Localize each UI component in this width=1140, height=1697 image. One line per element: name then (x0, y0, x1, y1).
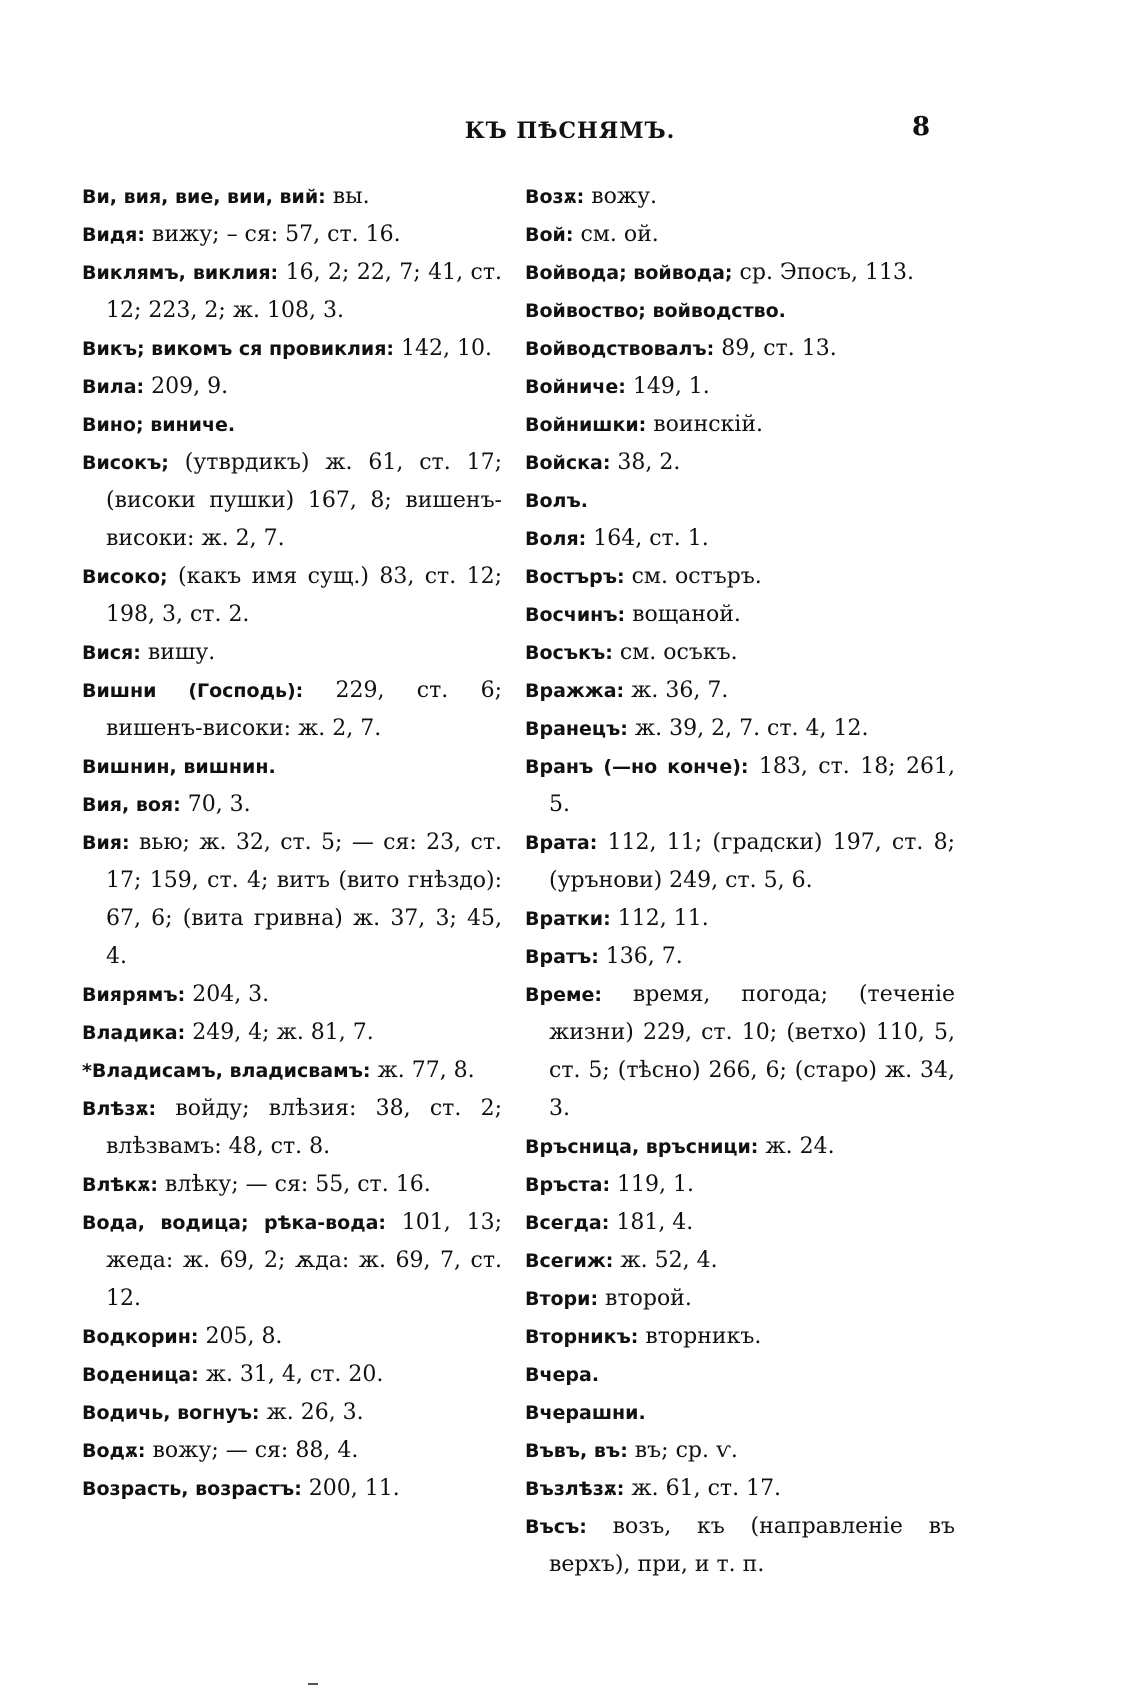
entry-headword: Войвода; войвода; (525, 262, 733, 284)
stray-mark (308, 1683, 318, 1685)
entry-definition: вишу. (140, 640, 216, 665)
dictionary-entry (82, 254, 502, 330)
entry-definition: вижу; – ся: 57, ст. 16. (144, 222, 401, 247)
dictionary-entry (525, 1280, 955, 1318)
entry-definition: 183, ст. 18; 261, 5. (549, 754, 955, 817)
dictionary-entry (82, 1166, 502, 1204)
entry-definition: 142, 10. (394, 336, 492, 361)
entry-definition: 164, ст. 1. (586, 526, 709, 551)
entry-definition: ж. 52, 4. (613, 1248, 718, 1273)
entry-headword: Вчера. (525, 1364, 600, 1386)
dictionary-entry (525, 1470, 955, 1508)
dictionary-entry (525, 406, 955, 444)
entry-definition: ж. 39, 2, 7. ст. 4, 12. (627, 716, 869, 741)
entry-headword: Воденица: (82, 1364, 199, 1386)
entry-headword: Вода, водица; рѣка-вода: (82, 1212, 387, 1234)
entry-definition: ж. 36, 7. (624, 678, 729, 703)
dictionary-entry (525, 1508, 955, 1584)
entry-headword: Въсъ: (525, 1516, 587, 1538)
entry-definition: 112, 11. (610, 906, 709, 931)
entry-definition: время, погода; (теченіе жизни) 229, ст. 10; (ветхо) 110, 5, ст. 5; (тѣсно) 266, 6; (старо) ж. 34, 3. (549, 982, 955, 1121)
entry-definition: вы. (325, 184, 370, 209)
entry-headword: Воля: (525, 528, 587, 550)
dictionary-entry (82, 976, 502, 1014)
left-column (82, 178, 502, 1508)
dictionary-entry (82, 216, 502, 254)
entry-definition: 38, 2. (610, 450, 681, 475)
entry-headword: Волъ. (525, 490, 588, 512)
entry-headword: Войниче: (525, 376, 626, 398)
entry-definition: 16, 2; 22, 7; 41, ст. 12; 223, 2; ж. 108, 3. (106, 260, 502, 323)
entry-headword: Всегда: (525, 1212, 610, 1234)
entry-headword: Видя: (82, 224, 145, 246)
entry-headword: Владика: (82, 1022, 186, 1044)
entry-headword: Вия, воя: (82, 794, 181, 816)
entry-headword: Вия: (82, 832, 130, 854)
dictionary-entry (525, 634, 955, 672)
entry-headword: Вишнин, вишнин. (82, 756, 276, 778)
entry-definition: 149, 1. (625, 374, 710, 399)
entry-headword: Втори: (525, 1288, 599, 1310)
entry-headword: Влѣкѫ: (82, 1174, 158, 1196)
entry-definition: см. остъръ. (624, 564, 762, 589)
entry-headword: Високъ; (82, 452, 169, 474)
dictionary-entry (82, 1394, 502, 1432)
dictionary-entry (525, 672, 955, 710)
entry-definition: (какъ имя сущ.) 83, ст. 12; 198, 3, ст. 2. (106, 564, 502, 627)
entry-definition: 204, 3. (185, 982, 270, 1007)
entry-headword: Вой: (525, 224, 574, 246)
entry-definition: 70, 3. (180, 792, 251, 817)
entry-headword: Возѫ: (525, 186, 585, 208)
dictionary-entry (82, 1432, 502, 1470)
dictionary-entry (525, 558, 955, 596)
entry-headword: Вторникъ: (525, 1326, 639, 1348)
dictionary-entry (82, 444, 502, 558)
dictionary-entry (82, 824, 502, 976)
dictionary-entry (525, 938, 955, 976)
entry-definition: ж. 26, 3. (259, 1400, 364, 1425)
entry-headword: Вражжа: (525, 680, 625, 702)
dictionary-entry (525, 330, 955, 368)
entry-definition: 136, 7. (598, 944, 683, 969)
entry-headword: Ви, вия, вие, вии, вий: (82, 186, 326, 208)
entry-definition: войду; влѣзия: 38, ст. 2; влѣзвамъ: 48, ст. 8. (106, 1096, 502, 1159)
entry-definition: вожу. (584, 184, 658, 209)
entry-headword: Въвъ, въ: (525, 1440, 628, 1462)
entry-definition: ж. 24. (758, 1134, 835, 1159)
dictionary-entry (525, 1432, 955, 1470)
entry-headword: Вишни (Господь): (82, 680, 304, 702)
dictionary-entry (525, 254, 955, 292)
dictionary-entry (82, 748, 502, 786)
entry-headword: Вися: (82, 642, 141, 664)
dictionary-entry (525, 1128, 955, 1166)
dictionary-entry (82, 1204, 502, 1318)
entry-headword: Вино; виниче. (82, 414, 236, 436)
entry-headword: Време: (525, 984, 602, 1006)
dictionary-entry (525, 1356, 955, 1394)
dictionary-entry (525, 520, 955, 558)
dictionary-entry (525, 1394, 955, 1432)
entry-definition: ж. 61, ст. 17. (624, 1476, 782, 1501)
entry-headword: Войвоство; войводство. (525, 300, 786, 322)
entry-headword: Врата: (525, 832, 598, 854)
entry-headword: Востъръ: (525, 566, 625, 588)
entry-definition: воинскій. (646, 412, 763, 437)
entry-definition: 229, ст. 6; вишенъ-високи: ж. 2, 7. (106, 678, 502, 741)
entry-headword: Виклямъ, виклия: (82, 262, 279, 284)
dictionary-entry (82, 786, 502, 824)
entry-headword: Водичь, вогнуъ: (82, 1402, 260, 1424)
entry-definition: см. ой. (573, 222, 659, 247)
entry-definition: вторникъ. (638, 1324, 762, 1349)
entry-headword: Вила: (82, 376, 145, 398)
entry-headword: Водѫ: (82, 1440, 146, 1462)
dictionary-entry (525, 1204, 955, 1242)
dictionary-entry (525, 1242, 955, 1280)
entry-definition: 101, 13; жеда: ж. 69, 2; ѫда: ж. 69, 7, ст. 12. (106, 1210, 502, 1311)
entry-definition: вощаной. (625, 602, 741, 627)
entry-headword: *Владисамъ, владисвамъ: (82, 1060, 371, 1082)
dictionary-entry (82, 1052, 502, 1090)
dictionary-entry (525, 1166, 955, 1204)
dictionary-entry (82, 1014, 502, 1052)
right-column (525, 178, 955, 1584)
dictionary-entry (82, 634, 502, 672)
entry-headword: Виярямъ: (82, 984, 186, 1006)
entry-definition: см. осъкъ. (612, 640, 738, 665)
dictionary-entry (82, 368, 502, 406)
dictionary-entry (525, 748, 955, 824)
entry-headword: Викъ; викомъ ся провиклия: (82, 338, 395, 360)
page-number: 8 (912, 112, 931, 142)
entry-headword: Вратки: (525, 908, 611, 930)
entry-headword: Връсница, връсници: (525, 1136, 759, 1158)
entry-definition: (утврдикъ) ж. 61, ст. 17; (високи пушки) 167, 8; вишенъ-високи: ж. 2, 7. (106, 450, 502, 551)
entry-headword: Войнишки: (525, 414, 647, 436)
dictionary-entry (82, 672, 502, 748)
entry-headword: Возрасть, возрастъ: (82, 1478, 302, 1500)
dictionary-entry (82, 558, 502, 634)
entry-definition: второй. (598, 1286, 692, 1311)
dictionary-entry (525, 824, 955, 900)
entry-headword: Вратъ: (525, 946, 599, 968)
dictionary-entry (82, 178, 502, 216)
entry-headword: Восчинъ: (525, 604, 626, 626)
entry-headword: Войска: (525, 452, 611, 474)
entry-headword: Високо; (82, 566, 168, 588)
entry-headword: Всегиж: (525, 1250, 614, 1272)
dictionary-entry (525, 216, 955, 254)
entry-headword: Восъкъ: (525, 642, 613, 664)
entry-definition: 200, 11. (301, 1476, 400, 1501)
entry-headword: Водкорин: (82, 1326, 199, 1348)
entry-definition: вожу; — ся: 88, 4. (145, 1438, 359, 1463)
entry-headword: Войводствовалъ: (525, 338, 715, 360)
entry-headword: Вранъ (—но конче): (525, 756, 749, 778)
dictionary-entry (525, 976, 955, 1128)
entry-definition: въ; ср. ѵ. (627, 1438, 738, 1463)
entry-definition: ж. 31, 4, ст. 20. (198, 1362, 384, 1387)
dictionary-entry (525, 900, 955, 938)
entry-definition: 89, ст. 13. (714, 336, 837, 361)
dictionary-entry (525, 482, 955, 520)
dictionary-entry (82, 1356, 502, 1394)
entry-headword: Вранецъ: (525, 718, 628, 740)
entry-definition: 205, 8. (198, 1324, 283, 1349)
dictionary-entry (82, 406, 502, 444)
entry-definition: вью; ж. 32, ст. 5; — ся: 23, ст. 17; 159, ст. 4; витъ (вито гнѣздо): 67, 6; (вита гривна) ж. 37, 3; 45, 4. (106, 830, 502, 969)
entry-headword: Влѣзѫ: (82, 1098, 157, 1120)
entry-definition: 249, 4; ж. 81, 7. (185, 1020, 374, 1045)
entry-definition: возъ, къ (направленіе въ верхъ), при, и т. п. (549, 1514, 955, 1577)
dictionary-entry (82, 330, 502, 368)
entry-definition: 112, 11; (градски) 197, ст. 8; (урънови) 249, ст. 5, 6. (549, 830, 955, 893)
entry-headword: Вчерашни. (525, 1402, 646, 1424)
dictionary-entry (525, 596, 955, 634)
entry-definition: ж. 77, 8. (370, 1058, 475, 1083)
dictionary-entry (525, 710, 955, 748)
dictionary-entry (82, 1470, 502, 1508)
entry-definition: ср. Эпосъ, 113. (732, 260, 914, 285)
entry-definition: 181, 4. (609, 1210, 694, 1235)
dictionary-entry (82, 1318, 502, 1356)
dictionary-entry (525, 444, 955, 482)
entry-definition: 209, 9. (144, 374, 229, 399)
dictionary-entry (82, 1090, 502, 1166)
dictionary-entry (525, 368, 955, 406)
entry-definition: влѣку; — ся: 55, ст. 16. (157, 1172, 431, 1197)
page-title: КЪ ПѢСНЯМЪ. (464, 118, 676, 144)
entry-headword: Възлѣзѫ: (525, 1478, 625, 1500)
dictionary-entry (525, 178, 955, 216)
entry-headword: Връста: (525, 1174, 611, 1196)
dictionary-entry (525, 1318, 955, 1356)
dictionary-entry (525, 292, 955, 330)
entry-definition: 119, 1. (610, 1172, 695, 1197)
